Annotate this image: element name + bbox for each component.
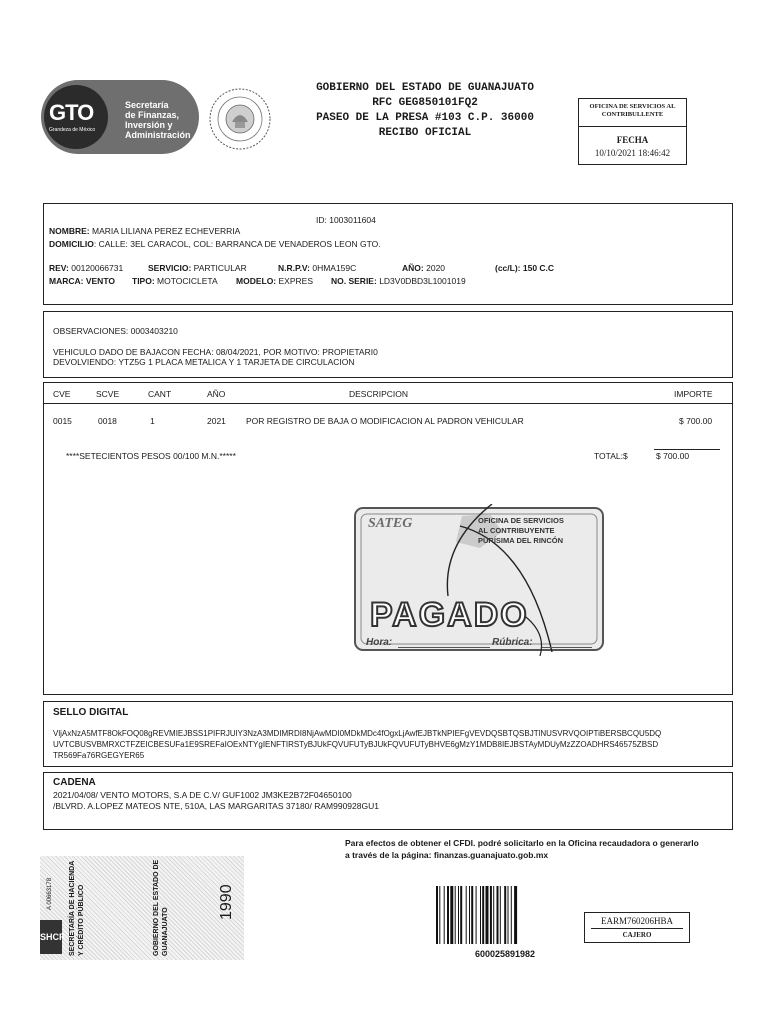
- sello-line: UVTCBUSVBMRXCTFZEICBESUFa1E9SREFaIOExNTYgIENFTIRSTyBJUkFQVUFUTyBJUkFQVUFUTyBHVE6gMzY1MDB8IEJBSTAyMDUyMzZZOADHRS46575ZBSD: [53, 740, 659, 749]
- gto-side-text: [125, 100, 197, 140]
- gto-tagline: Grandeza de México: [49, 127, 96, 133]
- gto-side-line: Secretaría: [125, 100, 169, 110]
- domicilio-label: DOMICILIO: [49, 239, 94, 249]
- barcode-bar: [497, 886, 499, 944]
- cadena-title: CADENA: [53, 777, 96, 788]
- cadena-line: 2021/04/08/ VENTO MOTORS, S.A DE C.V/ GUF1002 JM3KE2B72F04650100: [53, 790, 352, 800]
- stamp-office-line: PURÍSIMA DEL RINCÓN: [478, 536, 564, 545]
- sat-lines: [152, 860, 170, 956]
- shcp-line: Y CRÉDITO PÚBLICO: [78, 884, 85, 956]
- cfdi-notice-line2: a través de la página: finanzas.guanajuato.gob.mx: [345, 850, 549, 860]
- col-header-descripcion: DESCRIPCION: [349, 389, 409, 399]
- modelo-label: MODELO:: [236, 276, 277, 286]
- sello-line: VljAxNzA5MTF8OkFOQ08gREVMIEJBSS1PIFRJUlY3NzA3MDIMRDI8NjAwMDI0MDkMDc4fOgxLjAwfEJBTkNPIEFgVEVDQSBTQSBJTlNUSVRVQOIPTiBERSBCQU5DQ: [53, 729, 662, 738]
- col-header-importe: IMPORTE: [674, 389, 713, 399]
- modelo-value: EXPRES: [278, 276, 314, 286]
- cell-anio: 2021: [207, 416, 226, 426]
- barcode-bar: [455, 886, 456, 944]
- barcode-bar: [511, 886, 512, 944]
- barcode-icon: [436, 886, 574, 944]
- barcode-bar: [508, 886, 509, 944]
- stamp-hora: Hora:: [366, 637, 393, 648]
- tipo-value: MOTOCICLETA: [157, 276, 218, 286]
- barcode-bar: [436, 886, 438, 944]
- nrpv-value: 0HMA159C: [312, 263, 357, 273]
- cajero-id: EARM760206HBA: [600, 916, 673, 926]
- nrpv-field: [278, 263, 356, 273]
- rev-label: REV:: [49, 263, 69, 273]
- serie-value: LD3V0DBD3L1001019: [379, 276, 466, 286]
- nrpv-label: N.R.P.V:: [278, 263, 310, 273]
- anio-label: AÑO:: [402, 263, 424, 273]
- fiscal-year: 1990: [218, 884, 235, 920]
- amount-in-words: ****SETECIENTOS PESOS 00/100 M.N.*****: [66, 451, 236, 461]
- contribuyente-id: ID: 1003011604: [316, 215, 376, 225]
- gto-side-line: de Finanzas,: [125, 110, 180, 120]
- shcp-line: SECRETARÍA DE HACIENDA: [69, 860, 76, 956]
- barcode-bar: [450, 886, 453, 944]
- barcode-bar: [458, 886, 459, 944]
- shcp-lines: [68, 861, 86, 956]
- cadena-box: [43, 772, 733, 830]
- cell-importe: $ 700.00: [679, 416, 713, 426]
- servicio-label: SERVICIO:: [148, 263, 192, 273]
- anio-field: [402, 263, 445, 273]
- fecha-value: 10/10/2021 18:46:42: [594, 148, 671, 158]
- barcode-bar: [460, 886, 462, 944]
- observaciones-devolucion: DEVOLVIENDO: YTZ5G 1 PLACA METALICA Y 1 TARJETA DE CIRCULACION: [53, 357, 355, 367]
- folio-number: A 00663178: [47, 877, 53, 910]
- total-value: $ 700.00: [656, 451, 690, 461]
- barcode-bar: [486, 886, 489, 944]
- barcode-bar: [482, 886, 484, 944]
- nombre-row: [49, 226, 240, 236]
- stamp-hora-line: [398, 647, 490, 648]
- nombre-value: MARIA LILIANA PEREZ ECHEVERRIA: [91, 226, 241, 236]
- cc-field: (cc/L): 150 C.C: [495, 263, 555, 273]
- barcode-bar: [500, 886, 501, 944]
- nombre-label: NOMBRE:: [49, 226, 90, 236]
- stamp-office: [478, 516, 564, 546]
- serie-label: NO. SERIE:: [331, 276, 377, 286]
- stamp-status: PAGADO: [370, 596, 529, 634]
- cfdi-notice-line1: Para efectos de obtener el CFDI. podré solicitarlo en la Oficina recaudadora o generarlo: [345, 838, 699, 848]
- cajero-label: CAJERO: [622, 931, 652, 939]
- gto-side-line: Inversión y: [125, 120, 173, 130]
- stamp-office-line: OFICINA DE SERVICIOS: [478, 516, 564, 525]
- col-header-cant: CANT: [148, 389, 172, 399]
- modelo-field: [236, 276, 313, 286]
- barcode-bar: [447, 886, 449, 944]
- col-header-cve: CVE: [53, 389, 71, 399]
- header-address: PASEO DE LA PRESA #103 C.P. 36000: [316, 112, 534, 124]
- cell-cant: 1: [150, 416, 155, 426]
- fiscal-paper-block: [40, 856, 244, 960]
- pagado-stamp: [352, 504, 608, 658]
- cajero-box: [584, 912, 690, 943]
- tipo-field: [132, 276, 218, 286]
- col-header-scve: SCVE: [96, 389, 120, 399]
- barcode-bar: [476, 886, 477, 944]
- cajero-rule: [591, 928, 683, 929]
- state-seal-icon: [208, 82, 272, 156]
- stamp-rubrica: Rúbrica:: [492, 637, 533, 648]
- col-header-anio: AÑO: [207, 389, 226, 399]
- gto-brand-text: GTO: [49, 100, 94, 125]
- header-rfc: RFC GEG850101FQ2: [372, 97, 478, 109]
- marca-field: [49, 276, 115, 286]
- sello-digital-box: [43, 701, 733, 767]
- office-box: [578, 98, 687, 165]
- observaciones-box: [43, 311, 733, 378]
- shcp-badge-icon: SHCP: [40, 920, 62, 954]
- gto-side-line: Administración: [125, 130, 191, 140]
- observaciones-folio: OBSERVACIONES: 0003403210: [53, 326, 178, 336]
- barcode-bar: [514, 886, 517, 944]
- domicilio-row: [49, 239, 381, 249]
- sat-line: GOBIERNO DEL ESTADO DE: [153, 859, 160, 956]
- barcode-bar: [490, 886, 492, 944]
- cell-scve: 0018: [98, 416, 117, 426]
- barcode-bar: [471, 886, 473, 944]
- domicilio-value: : CALLE: 3EL CARACOL, COL: BARRANCA DE VENADEROS LEON GTO.: [93, 239, 381, 249]
- cell-cve: 0015: [53, 416, 72, 426]
- total-label: TOTAL:$: [594, 451, 628, 461]
- anio-value: 2020: [426, 263, 446, 273]
- barcode-bar: [439, 886, 440, 944]
- tipo-label: TIPO:: [132, 276, 155, 286]
- servicio-value: PARTICULAR: [193, 263, 247, 273]
- serie-field: [331, 276, 466, 286]
- observaciones-baja: VEHICULO DADO DE BAJACON FECHA: 08/04/2021, POR MOTIVO: PROPIETARI0: [53, 347, 378, 357]
- gto-logo: [41, 80, 199, 154]
- cell-descripcion: POR REGISTRO DE BAJA O MODIFICACION AL PADRON VEHICULAR: [246, 416, 524, 426]
- barcode-bar: [480, 886, 481, 944]
- marca-label: MARCA:: [49, 276, 84, 286]
- table-header-divider: [44, 403, 732, 404]
- barcode-bar: [469, 886, 470, 944]
- sat-line: GUANAJUATO: [162, 907, 169, 956]
- barcode-bar: [493, 886, 494, 944]
- office-title: OFICINA DE SERVICIOS AL CONTRIBULLENTE: [589, 103, 676, 118]
- servicio-field: [148, 263, 247, 273]
- sello-line: TR569Fa76RGEGYER65: [53, 751, 145, 760]
- stamp-rubrica-line: [542, 647, 592, 648]
- rev-field: [49, 263, 123, 273]
- total-rule: [654, 449, 720, 450]
- barcode-number: 600025891982: [474, 949, 536, 959]
- header-government: GOBIERNO DEL ESTADO DE GUANAJUATO: [316, 82, 534, 94]
- marca-value: VENTO: [85, 276, 115, 286]
- fecha-label: FECHA: [616, 135, 649, 145]
- office-divider: [579, 126, 686, 127]
- sello-title: SELLO DIGITAL: [53, 707, 129, 718]
- barcode-bar: [466, 886, 467, 944]
- stamp-office-line: AL CONTRIBUYENTE: [478, 526, 555, 535]
- cadena-line: /BLVRD. A.LOPEZ MATEOS NTE, 510A, LAS MARGARITAS 37180/ RAM990928GU1: [53, 801, 379, 811]
- barcode-bar: [444, 886, 445, 944]
- stamp-org: SATEG: [368, 516, 413, 531]
- contribuyente-box: [43, 203, 733, 305]
- header-receipt-title: RECIBO OFICIAL: [378, 127, 472, 139]
- rev-value: 00120066731: [71, 263, 124, 273]
- barcode-bar: [504, 886, 506, 944]
